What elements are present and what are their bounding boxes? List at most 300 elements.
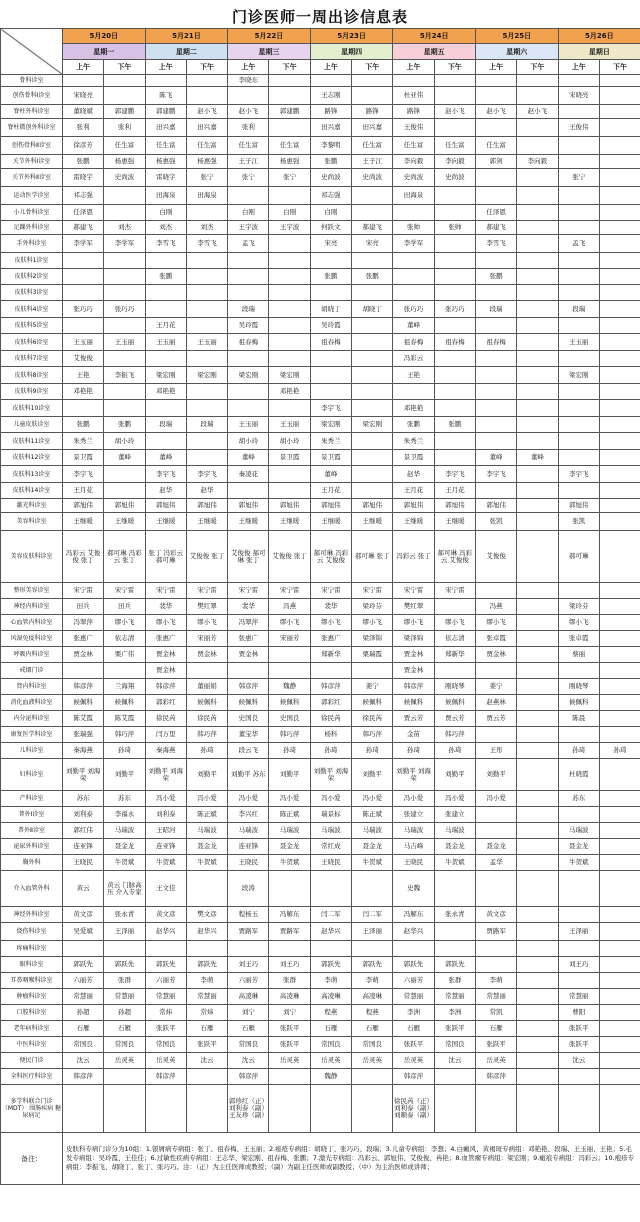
doctor-cell [599, 169, 640, 187]
doctor-cell [599, 615, 640, 631]
doctor-cell: 杨惠强 [104, 155, 145, 169]
doctor-cell: 赵小飞 [228, 105, 269, 119]
afternoon-header: 下午 [599, 60, 640, 75]
doctor-cell [393, 269, 434, 285]
doctor-cell: 岳灵英 [393, 1053, 434, 1069]
doctor-cell [352, 253, 393, 269]
doctor-cell [186, 351, 227, 367]
doctor-cell: 牛贺斌 [352, 855, 393, 871]
doctor-cell [558, 483, 599, 499]
doctor-cell [599, 253, 640, 269]
doctor-cell: 李宇飞 [558, 466, 599, 483]
doctor-cell [599, 631, 640, 647]
doctor-cell: 张利 [228, 119, 269, 137]
doctor-cell [352, 663, 393, 679]
doctor-cell [558, 269, 599, 285]
doctor-cell: 缪小飞 [558, 615, 599, 631]
doctor-cell: 杨惠强 [145, 155, 186, 169]
doctor-cell: 张卓霞 [475, 631, 516, 647]
page-title: 门诊医师一周出诊信息表 [231, 8, 408, 26]
doctor-cell [228, 941, 269, 957]
table-row [1, 1085, 640, 1133]
table-row [1, 807, 640, 823]
doctor-cell: 景卫霞 [393, 450, 434, 466]
doctor-cell [599, 1085, 640, 1133]
doctor-cell: 祖春梅 [393, 334, 434, 351]
doctor-cell: 聂金龙 [104, 839, 145, 855]
doctor-cell [228, 253, 269, 269]
doctor-cell: 苏东 [63, 791, 104, 807]
doctor-cell: 杨惠强 [186, 155, 227, 169]
doctor-cell [434, 285, 475, 301]
doctor-cell: 徐民芮（正） 刘利泰（副） 刘顺泰（副） [393, 1085, 434, 1133]
doctor-cell: 朱秀兰 [393, 433, 434, 450]
doctor-cell [475, 483, 516, 499]
doctor-cell: 郭跃先 [63, 957, 104, 973]
doctor-cell [475, 384, 516, 400]
doctor-cell [599, 75, 640, 87]
doctor-cell: 陈正斌 [186, 807, 227, 823]
doctor-cell: 候佩科 [558, 695, 599, 711]
doctor-cell: 孙琦 [352, 743, 393, 759]
doctor-cell: 孙超 [104, 1005, 145, 1021]
table-row [1, 531, 640, 583]
doctor-cell: 王继暖 [352, 513, 393, 531]
doctor-cell: 王宇波 [269, 221, 310, 235]
doctor-cell [517, 466, 558, 483]
doctor-cell [186, 433, 227, 450]
doctor-cell: 樊红翠 [186, 599, 227, 615]
doctor-cell: 候佩科 [63, 695, 104, 711]
doctor-cell: 祖春梅 [310, 334, 351, 351]
doctor-cell: 苏东 [104, 791, 145, 807]
doctor-cell: 史尚波 [310, 169, 351, 187]
doctor-cell [599, 807, 640, 823]
doctor-cell: 张凯 [558, 513, 599, 531]
doctor-cell: 苏东 [558, 791, 599, 807]
doctor-cell [517, 433, 558, 450]
department-name: 介入血管外科 [1, 871, 63, 907]
doctor-cell [434, 119, 475, 137]
doctor-cell [434, 400, 475, 417]
weekday-header: 星期三 [228, 44, 311, 60]
doctor-cell: 孙琦 [186, 743, 227, 759]
doctor-cell: 赵华 [145, 483, 186, 499]
doctor-cell: 刘勤平 [434, 759, 475, 791]
table-row [1, 711, 640, 727]
doctor-cell: 孙琦 [269, 743, 310, 759]
doctor-cell: 张瑞强 [63, 727, 104, 743]
doctor-cell [599, 205, 640, 221]
doctor-cell [517, 513, 558, 531]
doctor-cell: 刘宁 [269, 1005, 310, 1021]
doctor-cell: 依志清 [434, 631, 475, 647]
department-name: 口腔科诊室 [1, 1005, 63, 1021]
doctor-cell: 郭旭伟 [434, 499, 475, 513]
doctor-cell: 贾金林 [186, 647, 227, 663]
doctor-cell [393, 253, 434, 269]
doctor-cell [434, 87, 475, 105]
doctor-cell [352, 466, 393, 483]
doctor-cell [145, 400, 186, 417]
doctor-cell: 祖春梅 [475, 334, 516, 351]
doctor-cell [517, 791, 558, 807]
department-name: 皮肤科13诊室 [1, 466, 63, 483]
doctor-cell: 聂金龙 [186, 839, 227, 855]
doctor-cell [599, 695, 640, 711]
doctor-cell: 张丁 冯彩云 郝可琳 [145, 531, 186, 583]
doctor-cell: 张凯 [475, 513, 516, 531]
table-row [1, 384, 640, 400]
doctor-cell: 姜宁 [475, 679, 516, 695]
doctor-cell: 李雪飞 [186, 235, 227, 253]
doctor-cell: 郭旭伟 [269, 499, 310, 513]
doctor-cell: 石雁 [228, 1021, 269, 1037]
doctor-cell: 郭建鹏 [145, 105, 186, 119]
doctor-cell: 张鹏 [393, 417, 434, 433]
doctor-cell [599, 187, 640, 205]
department-name: 儿童皮肤诊室 [1, 417, 63, 433]
doctor-cell [517, 269, 558, 285]
doctor-cell [475, 400, 516, 417]
doctor-cell: 冯解东 [393, 907, 434, 923]
doctor-cell: 王文佳 [145, 871, 186, 907]
doctor-cell: 程燕 [352, 1005, 393, 1021]
doctor-cell: 韩巧萍 [104, 727, 145, 743]
doctor-cell: 赵华兴 [393, 923, 434, 941]
doctor-cell [517, 384, 558, 400]
department-name: 脊柱外科诊室 [1, 105, 63, 119]
morning-header: 上午 [558, 60, 599, 75]
doctor-cell [352, 1085, 393, 1133]
table-row [1, 87, 640, 105]
doctor-cell [558, 205, 599, 221]
doctor-cell [310, 367, 351, 384]
doctor-cell: 常慧丽 [145, 989, 186, 1005]
doctor-cell [475, 1085, 516, 1133]
doctor-cell [269, 1085, 310, 1133]
doctor-cell [104, 466, 145, 483]
doctor-cell: 张巧巧 [434, 301, 475, 318]
doctor-cell: 梁宏刚 [269, 367, 310, 384]
doctor-cell: 蔡丽 [558, 647, 599, 663]
doctor-cell: 白刚 [310, 205, 351, 221]
table-row [1, 205, 640, 221]
doctor-cell: 冯小爱 [145, 791, 186, 807]
department-name: 戒烟门诊 [1, 663, 63, 679]
doctor-cell: 冯翠萍 [63, 615, 104, 631]
doctor-cell: 贾路军 [269, 923, 310, 941]
doctor-cell: 董峰 [310, 466, 351, 483]
doctor-cell [517, 334, 558, 351]
doctor-cell [558, 973, 599, 989]
doctor-cell: 李雪飞 [145, 235, 186, 253]
table-row [1, 137, 640, 155]
doctor-cell [104, 75, 145, 87]
doctor-cell: 常炜 [145, 1005, 186, 1021]
doctor-cell: 连亚锋 [145, 839, 186, 855]
doctor-cell: 宋宁雷 [310, 583, 351, 599]
doctor-cell [352, 367, 393, 384]
doctor-cell [599, 433, 640, 450]
doctor-cell [475, 187, 516, 205]
doctor-cell [517, 187, 558, 205]
table-row [1, 855, 640, 871]
doctor-cell [63, 285, 104, 301]
doctor-cell: 樊文彦 [186, 907, 227, 923]
doctor-cell: 高凌琳 [352, 989, 393, 1005]
doctor-cell [352, 318, 393, 334]
doctor-cell: 张帅 [393, 221, 434, 235]
doctor-cell: 常凯 [475, 1005, 516, 1021]
date-header: 5月25日 [475, 29, 558, 44]
doctor-cell: 董峰 [228, 450, 269, 466]
doctor-cell: 宋亮 [310, 235, 351, 253]
department-name: 皮肤科7诊室 [1, 351, 63, 367]
doctor-cell: 刘王巧 [269, 957, 310, 973]
doctor-cell: 郭彩红 [310, 695, 351, 711]
doctor-cell [186, 318, 227, 334]
doctor-cell [599, 334, 640, 351]
doctor-cell [599, 417, 640, 433]
doctor-cell [63, 663, 104, 679]
table-row [1, 253, 640, 269]
table-row [1, 75, 640, 87]
doctor-cell: 王继暖 [145, 513, 186, 531]
table-row [1, 235, 640, 253]
doctor-cell: 王继暖 [393, 513, 434, 531]
doctor-cell [352, 351, 393, 367]
doctor-cell: 王继暖 [63, 513, 104, 531]
doctor-cell: 路锋 [393, 105, 434, 119]
doctor-cell: 高凌琳 [228, 989, 269, 1005]
doctor-cell: 马瑞波 [186, 823, 227, 839]
doctor-cell: 李洲 [393, 1005, 434, 1021]
doctor-cell: 栗瑞霞 [352, 647, 393, 663]
doctor-cell [475, 957, 516, 973]
doctor-cell: 韩彦萍 [393, 1069, 434, 1085]
table-row [1, 923, 640, 941]
doctor-cell: 张跃平 [269, 1037, 310, 1053]
doctor-cell: 马瑞波 [558, 823, 599, 839]
doctor-cell [599, 221, 640, 235]
doctor-cell: 宋丽芳 [269, 631, 310, 647]
doctor-cell: 常慧丽 [186, 989, 227, 1005]
doctor-cell: 张群 [104, 973, 145, 989]
doctor-cell [599, 791, 640, 807]
doctor-cell: 宋宁雷 [145, 583, 186, 599]
doctor-cell: 吴爱斌 [63, 923, 104, 941]
afternoon-header: 下午 [352, 60, 393, 75]
doctor-cell: 段瑞 [186, 417, 227, 433]
department-name: 眼科诊室 [1, 957, 63, 973]
doctor-cell: 郝可琳 张丁 [352, 531, 393, 583]
table-row [1, 907, 640, 923]
doctor-cell [599, 1053, 640, 1069]
doctor-cell: 艾俊俊 [63, 351, 104, 367]
date-header: 5月21日 [145, 29, 228, 44]
doctor-cell: 沈云 [186, 1053, 227, 1069]
doctor-cell [269, 334, 310, 351]
department-name: 风湿免疫科诊室 [1, 631, 63, 647]
doctor-cell [517, 531, 558, 583]
doctor-cell [599, 727, 640, 743]
doctor-cell [517, 367, 558, 384]
doctor-cell [517, 823, 558, 839]
doctor-cell: 梁宏刚 [310, 417, 351, 433]
doctor-cell: 郭旭伟 [393, 499, 434, 513]
doctor-cell: 黄文彦 [63, 907, 104, 923]
department-name: 心血管内科诊室 [1, 615, 63, 631]
doctor-cell [475, 807, 516, 823]
table-row [1, 334, 640, 351]
doctor-cell [517, 1021, 558, 1037]
doctor-cell: 郭旭伟 [475, 499, 516, 513]
doctor-cell: 王志刚 [310, 87, 351, 105]
doctor-cell [63, 318, 104, 334]
doctor-cell [186, 400, 227, 417]
doctor-cell: 李宇飞 [475, 466, 516, 483]
doctor-cell: 常慧丽 [558, 989, 599, 1005]
doctor-cell [599, 450, 640, 466]
table-row [1, 169, 640, 187]
doctor-cell [517, 137, 558, 155]
doctor-cell: 郭旭伟 [186, 499, 227, 513]
department-name: 骨科诊室 [1, 75, 63, 87]
doctor-cell: 张跃平 [145, 1021, 186, 1037]
doctor-cell: 张巧巧 [63, 301, 104, 318]
doctor-cell: 缪小飞 [352, 615, 393, 631]
doctor-cell: 郭跃先 [393, 957, 434, 973]
doctor-cell: 马瑞波 [269, 823, 310, 839]
doctor-cell: 李宇飞 [310, 400, 351, 417]
doctor-cell [310, 663, 351, 679]
department-name: 皮肤科14诊室 [1, 483, 63, 499]
doctor-cell [517, 499, 558, 513]
doctor-cell [310, 1085, 351, 1133]
doctor-cell: 郭跃先 [352, 957, 393, 973]
doctor-cell: 李宇飞 [186, 466, 227, 483]
doctor-cell [517, 221, 558, 235]
doctor-cell [228, 269, 269, 285]
doctor-cell: 刘王巧 [228, 957, 269, 973]
doctor-cell: 高凌琳 [269, 989, 310, 1005]
doctor-cell: 李兴红 [228, 807, 269, 823]
doctor-cell: 宋宁雷 [186, 583, 227, 599]
doctor-cell [599, 301, 640, 318]
doctor-cell: 高凌琳 [310, 989, 351, 1005]
doctor-cell [599, 1021, 640, 1037]
doctor-cell [599, 531, 640, 583]
doctor-cell [269, 253, 310, 269]
doctor-cell: 陈艾霞 [104, 711, 145, 727]
doctor-cell: 王继暖 [104, 513, 145, 531]
doctor-cell: 任生富 [434, 137, 475, 155]
doctor-cell: 何跃文 [310, 221, 351, 235]
doctor-cell [517, 647, 558, 663]
doctor-cell [352, 400, 393, 417]
doctor-cell: 石雁 [310, 1021, 351, 1037]
doctor-cell: 郝可琳 冯彩云 艾俊俊 [310, 531, 351, 583]
doctor-cell: 王晓民 [228, 855, 269, 871]
doctor-cell: 曹阳 [558, 1005, 599, 1021]
doctor-cell: 韩彦萍 [145, 1069, 186, 1085]
doctor-cell: 冯小爱 [186, 791, 227, 807]
doctor-cell [269, 87, 310, 105]
doctor-cell: 徐民芮 [352, 711, 393, 727]
table-row [1, 513, 640, 531]
table-row [1, 1053, 640, 1069]
department-name: 美容皮肤科诊室 [1, 531, 63, 583]
department-name: 小儿骨科诊室 [1, 205, 63, 221]
doctor-cell: 牛贺斌 [186, 855, 227, 871]
doctor-cell: 常国良 [228, 1037, 269, 1053]
doctor-cell: 郭彩红 [145, 695, 186, 711]
doctor-cell [599, 871, 640, 907]
doctor-cell: 郝可琳 [558, 531, 599, 583]
doctor-cell [517, 119, 558, 137]
doctor-cell: 李萌 [310, 973, 351, 989]
doctor-cell [63, 253, 104, 269]
doctor-cell [517, 599, 558, 615]
department-name: 普外Ⅰ诊室 [1, 807, 63, 823]
doctor-cell: 刘勤平 刘海荣 [310, 759, 351, 791]
doctor-cell: 郝建飞 [352, 221, 393, 235]
doctor-cell: 六丽芳 [393, 973, 434, 989]
doctor-cell: 杜晓霞 [558, 759, 599, 791]
doctor-cell: 陈正斌 [352, 807, 393, 823]
doctor-cell [352, 1069, 393, 1085]
department-name: 关节外科Ⅱ诊室 [1, 169, 63, 187]
doctor-cell [310, 384, 351, 400]
doctor-cell: 岳灵英 [310, 1053, 351, 1069]
doctor-cell: 王俊伟 [393, 119, 434, 137]
table-row [1, 187, 640, 205]
table-row [1, 679, 640, 695]
doctor-cell: 沈云 [228, 1053, 269, 1069]
weekday-header: 星期四 [310, 44, 393, 60]
doctor-cell [434, 599, 475, 615]
doctor-cell: 韩巧萍 [269, 727, 310, 743]
doctor-cell: 陈正斌 [269, 807, 310, 823]
doctor-cell [517, 318, 558, 334]
doctor-cell: 秦海燕 [63, 743, 104, 759]
doctor-cell [517, 1005, 558, 1021]
doctor-cell [186, 301, 227, 318]
doctor-cell [104, 87, 145, 105]
department-name: 皮肤科10诊室 [1, 400, 63, 417]
doctor-cell [599, 941, 640, 957]
doctor-cell [145, 285, 186, 301]
doctor-cell: 李向毅 [393, 155, 434, 169]
doctor-cell [186, 450, 227, 466]
doctor-cell: 张鹏 [310, 269, 351, 285]
doctor-cell: 雷晓宇 [145, 169, 186, 187]
doctor-cell: 史尚波 [434, 169, 475, 187]
doctor-cell: 冯小爱 [352, 791, 393, 807]
doctor-cell: 候佩科 [352, 695, 393, 711]
doctor-cell: 张跃平 [434, 1021, 475, 1037]
doctor-cell: 李黎明 [310, 137, 351, 155]
doctor-cell [599, 499, 640, 513]
department-name: 肾内科诊室 [1, 679, 63, 695]
doctor-cell: 张利 [63, 119, 104, 137]
doctor-cell: 邓艳艳 [63, 384, 104, 400]
doctor-cell [599, 711, 640, 727]
doctor-cell [186, 1085, 227, 1133]
doctor-cell [228, 87, 269, 105]
doctor-cell: 张鹏 [145, 269, 186, 285]
